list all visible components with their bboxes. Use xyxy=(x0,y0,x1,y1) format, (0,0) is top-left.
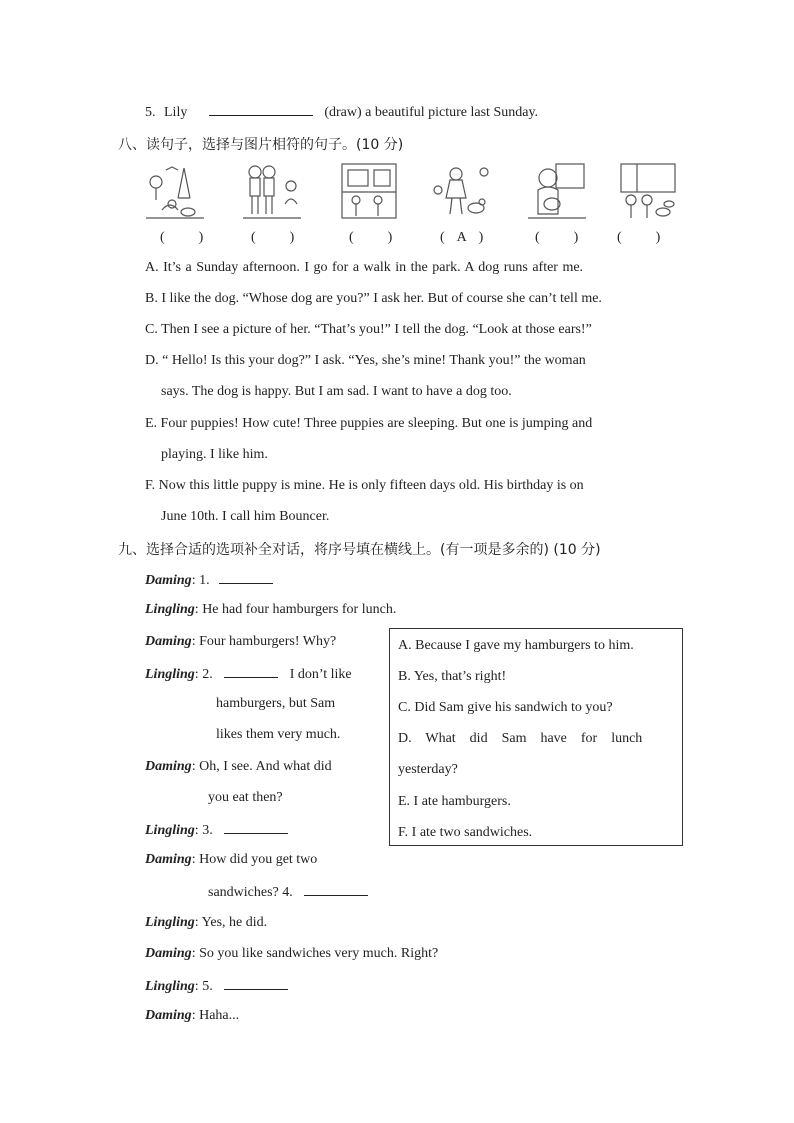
option-a: A. It’s a Sunday afternoon. I go for a walk in the park. A dog runs after me. xyxy=(145,260,584,275)
dialog-line-7-cont: sandwiches? 4. xyxy=(208,883,368,901)
dialog-line-4-cont1: hamburgers, but Sam xyxy=(216,696,336,711)
dialog-line-2: Lingling: He had four hamburgers for lunch. xyxy=(145,602,397,617)
speaker-lingling: Lingling xyxy=(145,602,195,617)
choice-a: A. Because I gave my hamburgers to him. xyxy=(398,638,634,653)
verb-hint: (draw) xyxy=(324,105,362,120)
question-number: 5. xyxy=(145,105,156,120)
speaker-lingling: Lingling xyxy=(145,979,195,994)
puppies-scene-icon xyxy=(617,160,679,222)
choice-d-cont: yesterday? xyxy=(398,762,458,777)
dialog-line-3: Daming: Four hamburgers! Why? xyxy=(145,634,337,649)
dialog-line-11: Daming: Haha... xyxy=(145,1008,240,1023)
option-d: D. “ Hello! Is this your dog?” I ask. “Yes, she’s mine! Thank you!” the woman xyxy=(145,353,586,368)
girl-reading-scene-icon xyxy=(526,160,588,222)
choice-c: C. Did Sam give his sandwich to you? xyxy=(398,700,613,715)
answer-paren-4[interactable]: ( A ) xyxy=(440,230,484,245)
dialog-line-7: Daming: How did you get two xyxy=(145,852,318,867)
sentence-rest: a beautiful picture last Sunday. xyxy=(365,105,539,120)
girl-with-dog-scene-icon xyxy=(430,160,492,222)
speaker-lingling: Lingling xyxy=(145,915,195,930)
choice-e: E. I ate hamburgers. xyxy=(398,794,511,809)
boy-and-girl-scene-icon xyxy=(241,160,303,222)
answer-blank-1[interactable] xyxy=(219,571,273,584)
option-e: E. Four puppies! How cute! Three puppies are sleeping. But one is jumping and xyxy=(145,416,593,431)
dialog-line-4-cont2: likes them very much. xyxy=(216,727,341,742)
speaker-lingling: Lingling xyxy=(145,823,195,838)
dialog-line-1: Daming: 1. xyxy=(145,571,273,589)
answer-paren-2[interactable]: ( ) xyxy=(251,230,295,245)
option-d-cont: says. The dog is happy. But I am sad. I want to have a dog too. xyxy=(161,384,512,399)
speaker-daming: Daming xyxy=(145,759,192,774)
park-dog-scene-icon xyxy=(144,160,206,222)
dialog-line-5-cont: you eat then? xyxy=(208,790,283,805)
section-8-title: 八、读句子，选择与图片相符的句子。(10 分) xyxy=(118,137,404,153)
choices-box xyxy=(389,628,683,846)
speaker-lingling: Lingling xyxy=(145,667,195,682)
dialog-line-8: Lingling: Yes, he did. xyxy=(145,915,268,930)
speaker-daming: Daming xyxy=(145,852,192,867)
dialog-line-9: Daming: So you like sandwiches very much. Right? xyxy=(145,946,439,961)
answer-paren-5[interactable]: ( ) xyxy=(535,230,579,245)
speaker-daming: Daming xyxy=(145,573,192,588)
option-e-cont: playing. I like him. xyxy=(161,447,268,462)
option-c: C. Then I see a picture of her. “That’s you!” I tell the dog. “Look at those ears!” xyxy=(145,322,592,337)
picture-row xyxy=(140,160,680,222)
choice-b: B. Yes, that’s right! xyxy=(398,669,507,684)
speaker-daming: Daming xyxy=(145,634,192,649)
shop-window-scene-icon xyxy=(338,160,400,222)
speaker-daming: Daming xyxy=(145,1008,192,1023)
answer-blank-4[interactable] xyxy=(304,883,368,896)
dialog-line-5: Daming: Oh, I see. And what did xyxy=(145,759,332,774)
dialog-line-4: Lingling: 2. I don’t like xyxy=(145,667,352,682)
section-9-title: 九、选择合适的选项补全对话，将序号填在横线上。(有一项是多余的) (10 分) xyxy=(118,542,601,558)
option-f: F. Now this little puppy is mine. He is only fifteen days old. His birthday is on xyxy=(145,478,584,493)
question-7-5 xyxy=(145,103,538,121)
option-f-cont: June 10th. I call him Bouncer. xyxy=(161,509,330,524)
answer-blank-5[interactable] xyxy=(224,977,288,990)
answer-paren-3[interactable]: ( ) xyxy=(349,230,393,245)
dialog-line-6: Lingling: 3. xyxy=(145,821,288,839)
answer-paren-1[interactable]: ( ) xyxy=(160,230,204,245)
answer-blank[interactable] xyxy=(209,103,313,116)
answer-paren-6[interactable]: ( ) xyxy=(617,230,661,245)
answer-blank-2[interactable] xyxy=(224,665,278,678)
speaker-daming: Daming xyxy=(145,946,192,961)
dialog-line-10: Lingling: 5. xyxy=(145,977,288,995)
choice-f: F. I ate two sandwiches. xyxy=(398,825,533,840)
choice-d: D. What did Sam have for lunch xyxy=(398,731,643,746)
option-b: B. I like the dog. “Whose dog are you?” I ask her. But of course she can’t tell me. xyxy=(145,291,602,306)
subject-name: Lily xyxy=(164,105,188,120)
answer-blank-3[interactable] xyxy=(224,821,288,834)
